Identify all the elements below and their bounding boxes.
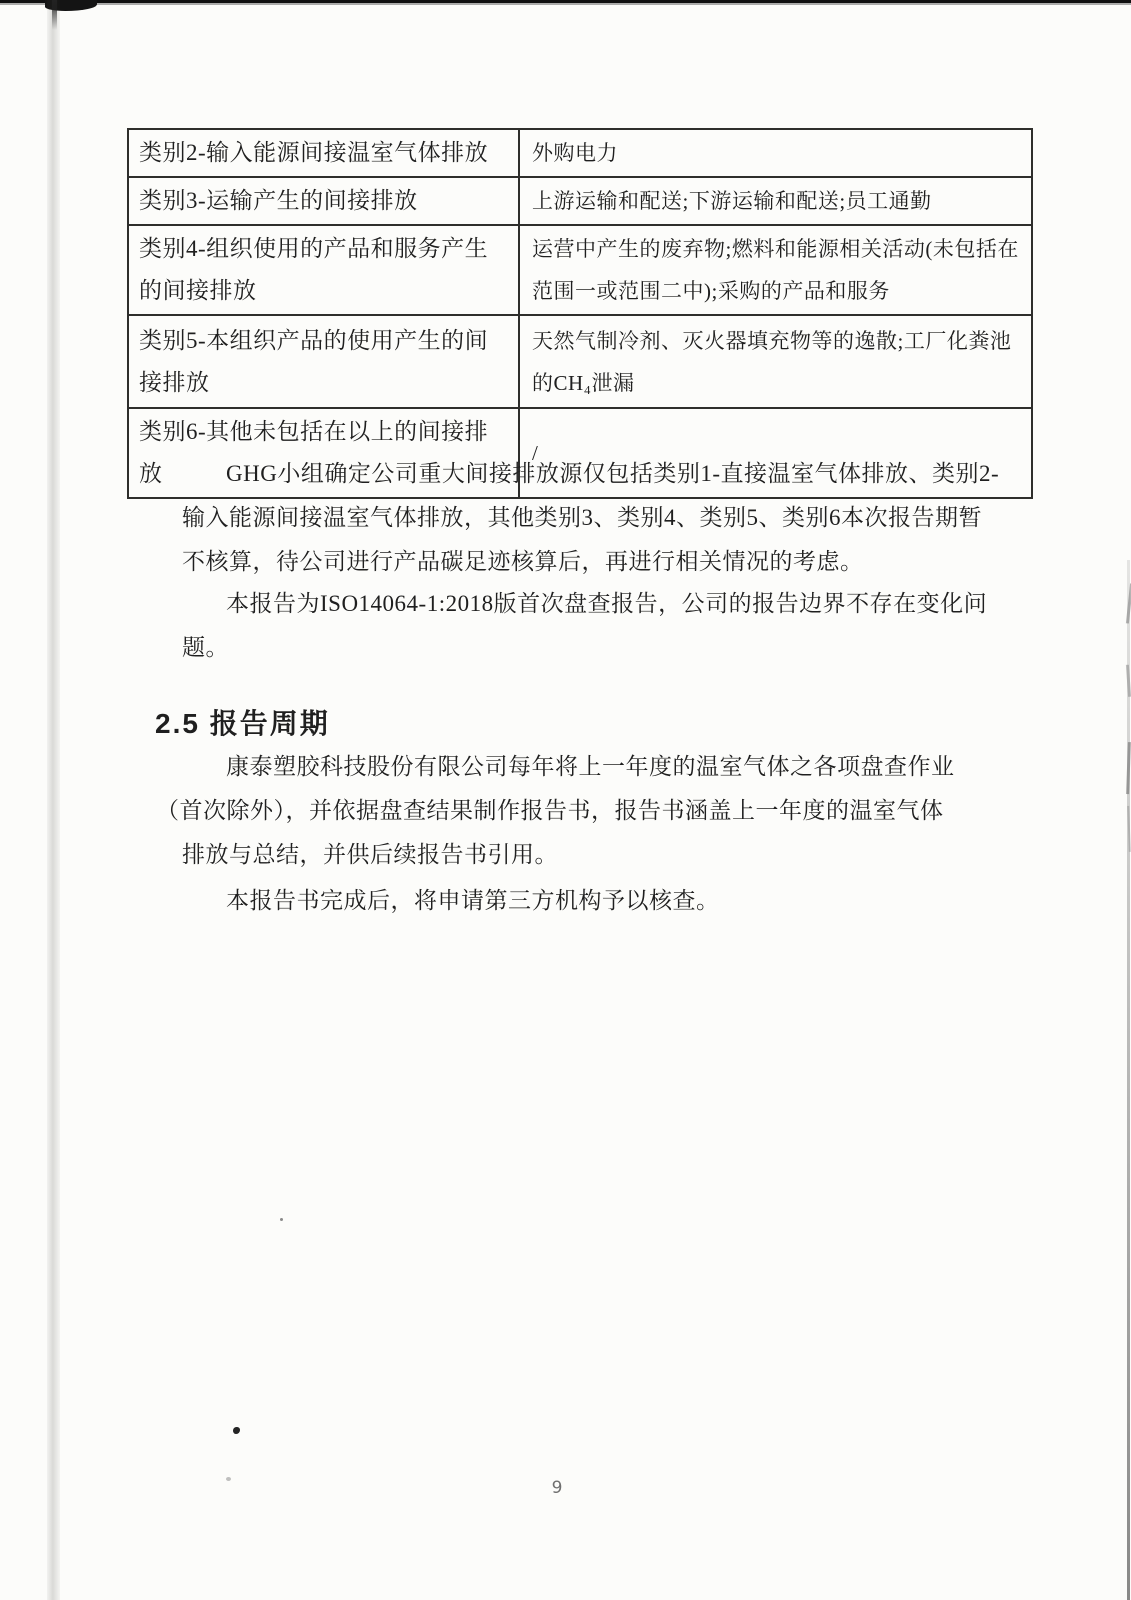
scan-speck: [226, 1477, 231, 1481]
text-line: GHG小组确定公司重大间接排放源仅包括类别1-直接温室气体排放、类别2-: [226, 461, 1000, 486]
table-row: [128, 315, 1032, 408]
category-cell: 类别5-本组织产品的使用产生的间接排放: [128, 315, 519, 408]
sources-cell: 运营中产生的废弃物;燃料和能源相关活动(未包括在范围一或范围二中);采购的产品和服务: [519, 225, 1032, 315]
text-line: 题。: [182, 635, 229, 660]
scan-right-edge: [1127, 560, 1130, 1600]
section-heading: 2.5 报告周期: [155, 708, 330, 739]
text-line: （首次除外），并依据盘查结果制作报告书，报告书涵盖上一年度的温室气体: [156, 798, 944, 823]
page-number: 9: [551, 1478, 563, 1498]
sources-cell: 外购电力: [519, 129, 1032, 177]
scan-artifact: [1117, 582, 1131, 623]
paragraph-report-cycle: [156, 745, 1010, 877]
sources-cell: /: [519, 408, 1032, 498]
category-cell: 类别6-其他未包括在以上的间接排放: [128, 408, 519, 498]
paragraph-ghg-scope: [182, 452, 1010, 584]
scan-speck: [233, 1427, 240, 1434]
paragraph-report-boundary: [182, 582, 1010, 670]
text-line: 排放与总结，并供后续报告书引用。: [182, 842, 558, 867]
text-line: 输入能源间接温室气体排放，其他类别3、类别4、类别5、类别6本次报告期暂: [182, 505, 982, 530]
sources-cell: 上游运输和配送;下游运输和配送;员工通勤: [519, 177, 1032, 225]
text-line: 本报告为ISO14064-1:2018版首次盘查报告，公司的报告边界不存在变化问: [226, 591, 988, 616]
paragraph-verification: [182, 879, 1010, 923]
table-row: [128, 129, 1032, 177]
scan-artifact: [1120, 742, 1131, 794]
table-row: [128, 225, 1032, 315]
scan-artifact: [1121, 806, 1131, 852]
text-line: 康泰塑胶科技股份有限公司每年将上一年度的温室气体之各项盘查作业: [226, 754, 955, 779]
scan-top-edge-soft: [0, 3, 1131, 5]
text-line: 不核算，待公司进行产品碳足迹核算后，再进行相关情况的考虑。: [182, 549, 864, 574]
table-row: [128, 177, 1032, 225]
sources-cell: 天然气制冷剂、灭火器填充物等的逸散;工厂化粪池的CH₄泄漏: [519, 315, 1032, 408]
category-cell: 类别3-运输产生的间接排放: [128, 177, 519, 225]
emission-categories-table: [127, 128, 1033, 499]
binding-fold-shadow: [52, 0, 57, 30]
scan-speck: [280, 1218, 283, 1221]
binding-fold: [47, 0, 60, 1600]
category-cell: 类别2-输入能源间接温室气体排放: [128, 129, 519, 177]
scan-artifact: [1119, 665, 1131, 698]
text-line: 本报告书完成后，将申请第三方机构予以核查。: [226, 888, 720, 913]
category-cell: 类别4-组织使用的产品和服务产生的间接排放: [128, 225, 519, 315]
